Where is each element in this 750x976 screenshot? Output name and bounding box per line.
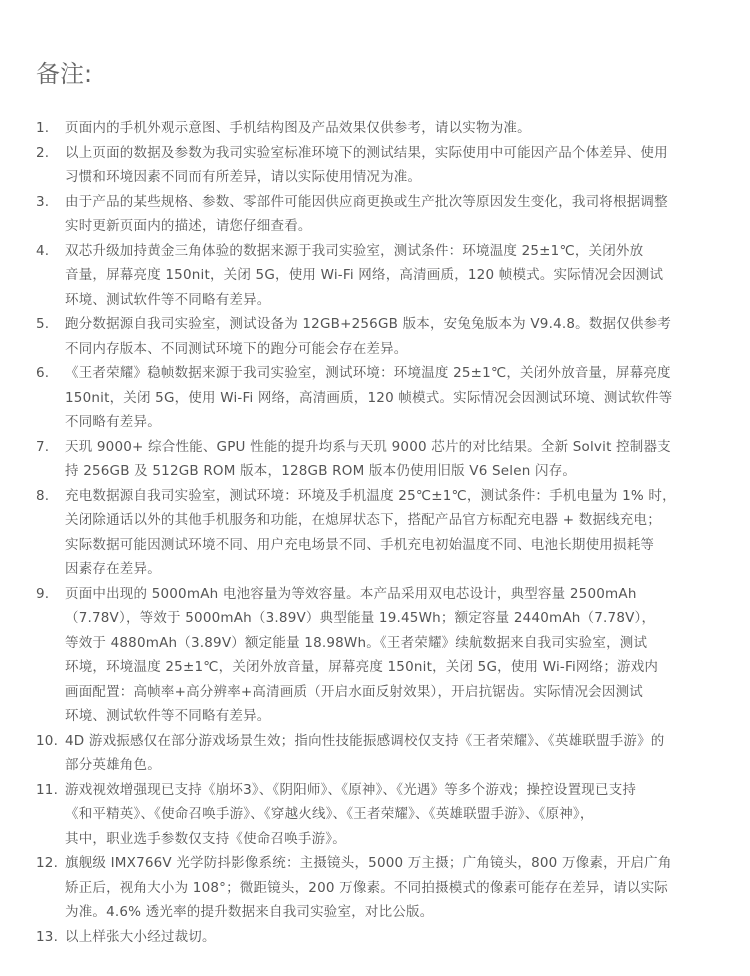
note-item (36, 435, 714, 484)
note-text (65, 435, 714, 484)
note-number: 1. (36, 120, 50, 136)
note-text-line: 环境、测试软件等不同略有差异。 (65, 291, 271, 308)
note-item (36, 361, 714, 435)
note-item (36, 582, 714, 729)
note-text-line: 不同内存版本、不同测试环境下的跑分可能会存在差异。 (65, 340, 408, 357)
note-text (65, 116, 714, 141)
note-text-line: （7.78V），等效于 5000mAh（3.89V）典型能量 19.45Wh；额定容量 2440mAh（7.78V）， (65, 610, 656, 626)
note-number: 6. (36, 365, 50, 381)
note-text (65, 729, 714, 778)
note-text (65, 312, 714, 361)
note-number: 3. (36, 193, 50, 210)
note-number: 12. (36, 855, 59, 871)
note-item (36, 312, 714, 361)
page-title: 备注: (36, 60, 93, 88)
note-text-line: 天玑 9000+ 综合性能、GPU 性能的提升均系与天玑 9000 芯片的对比结果。全新 Solvit 控制器支 (65, 438, 671, 455)
note-text-line: 《和平精英》、《使命召唤手游》、《穿越火线》、《王者荣耀》、《英雄联盟手游》、《原神》， (65, 806, 594, 822)
note-item (36, 484, 714, 582)
note-text-line: 实际数据可能因测试环境不同、用户充电场景不同、手机充电初始温度不同、电池长期使用损耗等 (65, 536, 655, 553)
note-text-line: 充电数据源自我司实验室，测试环境：环境及手机温度 25℃±1℃，测试条件：手机电量为 1% 时， (65, 487, 676, 504)
note-item (36, 729, 714, 778)
note-number: 13. (36, 928, 59, 945)
note-number: 9. (36, 585, 50, 602)
note-number: 11. (36, 781, 59, 798)
note-text (65, 239, 714, 313)
note-text-line: 画面配置：高帧率+高分辨率+高清画质（开启水面反射效果），开启抗锯齿。实际情况会因测试 (65, 683, 643, 700)
note-text-line: 习惯和环境因素不同而有所差异，请以实际使用情况为准。 (65, 169, 422, 185)
note-text-line: 为准。4.6% 透光率的提升数据来自我司实验室，对比公版。 (65, 904, 434, 920)
note-number: 2. (36, 144, 50, 161)
note-text-line: 游戏视效增强现已支持《崩坏3》、《阴阳师》、《原神》、《光遇》等多个游戏；操控设置现已支持 (65, 781, 637, 798)
note-text-line: 以上页面的数据及参数为我司实验室标准环境下的测试结果，实际使用中可能因产品个体差异、使用 (65, 144, 668, 161)
note-number: 7. (36, 438, 50, 455)
note-text-line: 150nit，关闭 5G，使用 Wi-Fi 网络，高清画质，120 帧模式。实际情况会因测试环境、测试软件等 (65, 389, 673, 406)
note-item (36, 851, 714, 925)
note-text-line: 持 256GB 及 512GB ROM 版本，128GB ROM 版本仍使用旧版 V6 Selen 闪存。 (65, 463, 577, 479)
note-text-line: 环境、测试软件等不同略有差异。 (65, 708, 271, 724)
note-text-line: 跑分数据源自我司实验室，测试设备为 12GB+256GB 版本，安兔兔版本为 V9.4.8。数据仅供参考 (65, 316, 672, 332)
note-text-line: 不同略有差异。 (65, 414, 161, 430)
note-number: 8. (36, 487, 50, 504)
note-text-line: 以上样张大小经过裁切。 (65, 928, 216, 945)
note-text-line: 旗舰级 IMX766V 光学防抖影像系统：主摄镜头，5000 万主摄；广角镜头，800 万像素，开启广角 (65, 855, 672, 871)
note-text-line: 等效于 4880mAh（3.89V）额定能量 18.98Wh。《王者荣耀》续航数据来自我司实验室，测试 (65, 634, 648, 651)
note-item (36, 925, 714, 950)
note-number: 4. (36, 242, 50, 259)
note-text-line: 环境，环境温度 25±1℃，关闭外放音量，屏幕亮度 150nit，关闭 5G，使用 Wi-Fi网络；游戏内 (65, 659, 659, 675)
note-text-line: 双芯升级加持黄金三角体验的数据来源于我司实验室，测试条件：环境温度 25±1℃，关闭外放 (65, 242, 644, 259)
note-text-line: 页面内的手机外观示意图、手机结构图及产品效果仅供参考，请以实物为准。 (65, 120, 531, 136)
note-text (65, 582, 714, 729)
note-text-line: 矫正后，视角大小为 108°；微距镜头，200 万像素。不同拍摄模式的像素可能存在差异，请以实际 (65, 879, 668, 896)
note-number: 5. (36, 316, 50, 332)
note-text-line: 其中，职业选手参数仅支持《使命召唤手游》。 (65, 830, 346, 847)
note-text-line: 页面中出现的 5000mAh 电池容量为等效容量。本产品采用双电芯设计，典型容量 2500mAh (65, 585, 637, 602)
note-text (65, 484, 714, 582)
note-item (36, 778, 714, 852)
note-item (36, 116, 714, 141)
note-text (65, 851, 714, 925)
note-text-line: 关闭除通话以外的其他手机服务和功能，在熄屏状态下，搭配产品官方标配充电器 + 数据线充电； (65, 512, 661, 528)
note-text-line: 部分英雄角色。 (65, 757, 161, 773)
note-item (36, 190, 714, 239)
notes-list (36, 116, 714, 949)
note-text-line: 4D 游戏振感仅在部分游戏场景生效；指向性技能振感调校仅支持《王者荣耀》、《英雄联盟手游》的 (65, 732, 665, 749)
note-item (36, 141, 714, 190)
note-text (65, 141, 714, 190)
note-number: 10. (36, 732, 59, 749)
note-text-line: 实时更新页面内的描述，请您仔细查看。 (65, 218, 312, 234)
note-text-line: 音量，屏幕亮度 150nit，关闭 5G，使用 Wi-Fi 网络，高清画质，120 帧模式。实际情况会因测试 (65, 267, 664, 283)
note-text (65, 190, 714, 239)
note-text (65, 925, 714, 950)
note-text (65, 361, 714, 435)
note-text-line: 因素存在差异。 (65, 561, 161, 577)
note-text (65, 778, 714, 852)
note-text-line: 由于产品的某些规格、参数、零部件可能因供应商更换或生产批次等原因发生变化，我司将根据调整 (65, 193, 668, 210)
note-item (36, 239, 714, 313)
note-text-line: 《王者荣耀》稳帧数据来源于我司实验室，测试环境：环境温度 25±1℃，关闭外放音量，屏幕亮度 (65, 365, 671, 381)
